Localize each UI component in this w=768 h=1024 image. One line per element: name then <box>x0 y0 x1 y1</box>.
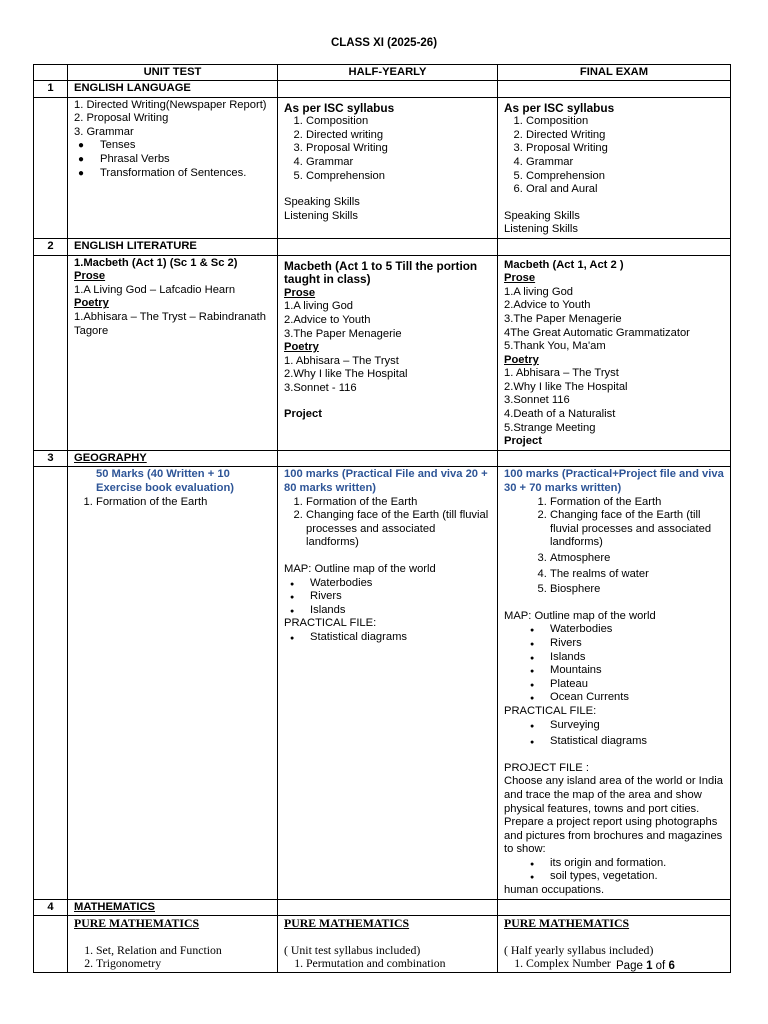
list-item: ● Rivers <box>550 637 724 651</box>
footer-mid: of <box>652 960 669 972</box>
list-item: 2.Why I like The Hospital <box>284 368 408 381</box>
list-item: Speaking Skills <box>504 209 580 222</box>
section-heading: PURE MATHEMATICS <box>284 916 410 931</box>
syllabus-note: ( Unit test syllabus included) <box>284 942 421 957</box>
section-heading: Macbeth (Act 1 to 5 Till the portion taught in class) <box>284 258 478 287</box>
list-item: ● Rivers <box>310 590 491 604</box>
list-item: 3.Sonnet 116 <box>504 394 570 407</box>
prose-heading: Prose <box>504 272 536 285</box>
practical-heading: PRACTICAL FILE: <box>504 704 597 717</box>
list-item: ● Transformation of Sentences. <box>100 167 271 181</box>
list-item: 3.Sonnet - 116 <box>284 381 357 394</box>
list-item: 2.Advice to Youth <box>284 313 371 326</box>
subject-row-mathematics <box>34 899 731 916</box>
header-final-exam: FINAL EXAM <box>498 65 731 81</box>
marks-note: 50 Marks (40 Written + 10 Exercise book evaluation) <box>96 468 235 495</box>
list-item: 3.The Paper Menagerie <box>504 312 622 325</box>
list-item: 3. Proposal Writing <box>526 142 724 156</box>
list-item: ● Statistical diagrams <box>550 735 724 749</box>
list-item: ● Waterbodies <box>310 577 491 591</box>
list-item: 5.Strange Meeting <box>504 421 596 434</box>
header-unit-test: UNIT TEST <box>68 65 278 81</box>
prose-heading: Prose <box>74 270 106 283</box>
poetry-heading: Poetry <box>74 297 109 310</box>
list-item: 4. Grammar <box>526 156 724 170</box>
half-yearly-cell <box>278 916 498 973</box>
list-item: 1. Formation of the Earth <box>550 496 724 510</box>
list-item: 5. Biosphere <box>550 583 724 597</box>
list-item: 1. Abhisara – The Tryst <box>284 354 399 367</box>
footer-prefix: Page <box>616 960 647 972</box>
list-item: 1. Composition <box>526 115 724 129</box>
poetry-heading: Poetry <box>504 353 539 366</box>
list-item: 1. Formation of the Earth <box>306 496 491 510</box>
section-heading: PURE MATHEMATICS <box>74 916 200 931</box>
list-item: 5. Comprehension <box>306 170 491 184</box>
list-item: 5. Comprehension <box>526 170 724 184</box>
list-item: 2. Changing face of the Earth (till fluvial processes and associated landforms) <box>550 509 724 550</box>
subject-name: GEOGRAPHY <box>68 450 278 467</box>
list-item: 2. Directed Writing <box>526 129 724 143</box>
project-description: Choose any island area of the world or India and trace the map of the area and show physical features, towns and port cities. Prepare a project report using photographs and pictures from brochures and magazines to show: <box>504 775 723 856</box>
section-heading: 1.Macbeth (Act 1) (Sc 1 & Sc 2) <box>74 256 238 269</box>
subject-number: 1 <box>34 81 68 98</box>
unit-test-cell <box>68 97 278 238</box>
marks-note: 100 marks (Practical File and viva 20 + 80 marks written) <box>284 468 488 495</box>
list-item: 1. Set, Relation and Function <box>96 944 271 958</box>
header-num <box>34 65 68 81</box>
list-item: 5.Thank You, Ma'am <box>504 340 606 353</box>
list-item: 1. Formation of the Earth <box>96 496 271 510</box>
unit-test-cell <box>68 255 278 450</box>
list-item: 3. Proposal Writing <box>306 142 491 156</box>
project-label: Project <box>284 408 322 421</box>
map-heading: MAP: Outline map of the world <box>504 609 656 622</box>
subject-row-geography <box>34 450 731 467</box>
list-item: 1. Composition <box>306 115 491 129</box>
list-item: ● Waterbodies <box>550 623 724 637</box>
header-half-yearly: HALF-YEARLY <box>278 65 498 81</box>
current-page: 1 <box>646 960 653 972</box>
list-item: ● Statistical diagrams <box>310 631 491 645</box>
subject-row-english-literature <box>34 238 731 255</box>
project-label: Project <box>504 435 542 448</box>
page-title: CLASS XI (2025-26) <box>330 37 438 49</box>
list-item: 2.Advice to Youth <box>504 299 591 312</box>
list-item: 3. Grammar <box>74 125 134 138</box>
content-row-geography <box>34 467 731 899</box>
final-exam-cell <box>498 255 731 450</box>
total-pages: 6 <box>668 960 675 972</box>
list-item: 2. Proposal Writing <box>74 112 169 125</box>
prose-heading: Prose <box>284 286 316 299</box>
list-item: 1.A living God <box>284 300 354 313</box>
list-item: ● soil types, vegetation. <box>550 870 724 884</box>
list-item: ● Surveying <box>550 719 724 733</box>
list-item: human occupations. <box>504 884 605 897</box>
subject-number: 4 <box>34 899 68 916</box>
list-item: 3.The Paper Menagerie <box>284 327 402 340</box>
list-item: 3. Atmosphere <box>550 552 724 566</box>
half-yearly-cell <box>278 255 498 450</box>
page-footer <box>616 960 675 972</box>
content-row-english-literature <box>34 255 731 450</box>
list-item: ● its origin and formation. <box>550 857 724 871</box>
syllabus-note: ( Half yearly syllabus included) <box>504 942 654 957</box>
list-item: Speaking Skills <box>284 196 360 209</box>
list-item: 4. The realms of water <box>550 568 724 582</box>
final-exam-cell <box>498 97 731 238</box>
poetry-heading: Poetry <box>284 341 319 354</box>
list-item: 1. Directed Writing(Newspaper Report) <box>74 98 267 111</box>
subject-number: 3 <box>34 450 68 467</box>
section-heading: Macbeth (Act 1, Act 2 ) <box>504 258 624 271</box>
list-item: 4The Great Automatic Grammatizator <box>504 326 690 339</box>
list-item: ● Mountains <box>550 664 724 678</box>
half-yearly-cell <box>278 467 498 899</box>
section-heading: As per ISC syllabus <box>504 100 615 115</box>
project-heading: PROJECT FILE : <box>504 761 589 774</box>
list-item: ● Plateau <box>550 678 724 692</box>
list-item: 1.A Living God – Lafcadio Hearn <box>74 283 236 296</box>
list-item: 1.Abhisara – The Tryst – Rabindranath Tagore <box>74 310 266 337</box>
list-item: 1. Abhisara – The Tryst <box>504 367 619 380</box>
list-item: 4.Death of a Naturalist <box>504 408 616 421</box>
list-item: 2. Directed writing <box>306 129 491 143</box>
section-heading: PURE MATHEMATICS <box>504 916 630 931</box>
subject-name: ENGLISH LITERATURE <box>68 238 278 255</box>
list-item: ● Tenses <box>100 139 271 153</box>
list-item: 2. Changing face of the Earth (till fluvial processes and associated landforms) <box>306 509 491 550</box>
subject-row-english-language <box>34 81 731 98</box>
list-item: 2. Trigonometry <box>96 957 271 971</box>
content-row-english-language <box>34 97 731 238</box>
map-heading: MAP: Outline map of the world <box>284 563 436 575</box>
list-item: ● Islands <box>550 651 724 665</box>
header-row <box>34 65 731 81</box>
section-heading: As per ISC syllabus <box>284 100 395 115</box>
syllabus-table <box>33 64 731 973</box>
marks-note: 100 marks (Practical+Project file and viva 30 + 70 marks written) <box>504 468 724 495</box>
list-item: ● Ocean Currents <box>550 691 724 705</box>
list-item: 6. Oral and Aural <box>526 183 724 197</box>
subject-name: MATHEMATICS <box>68 899 278 916</box>
final-exam-cell <box>498 916 731 973</box>
subject-number: 2 <box>34 238 68 255</box>
list-item: 1.A living God <box>504 285 574 298</box>
list-item: ● Islands <box>310 604 491 618</box>
practical-heading: PRACTICAL FILE: <box>284 617 377 630</box>
subject-name: ENGLISH LANGUAGE <box>68 81 278 98</box>
list-item: 2.Why I like The Hospital <box>504 380 628 393</box>
list-item: Listening Skills <box>284 209 358 222</box>
list-item: ● Phrasal Verbs <box>100 153 271 167</box>
half-yearly-cell <box>278 97 498 238</box>
list-item: 1. Permutation and combination <box>306 957 491 971</box>
list-item: 1. Complex Number <box>526 957 724 971</box>
unit-test-cell <box>68 916 278 973</box>
list-item: Listening Skills <box>504 223 578 236</box>
list-item: 4. Grammar <box>306 156 491 170</box>
unit-test-cell <box>68 467 278 899</box>
final-exam-cell <box>498 467 731 899</box>
